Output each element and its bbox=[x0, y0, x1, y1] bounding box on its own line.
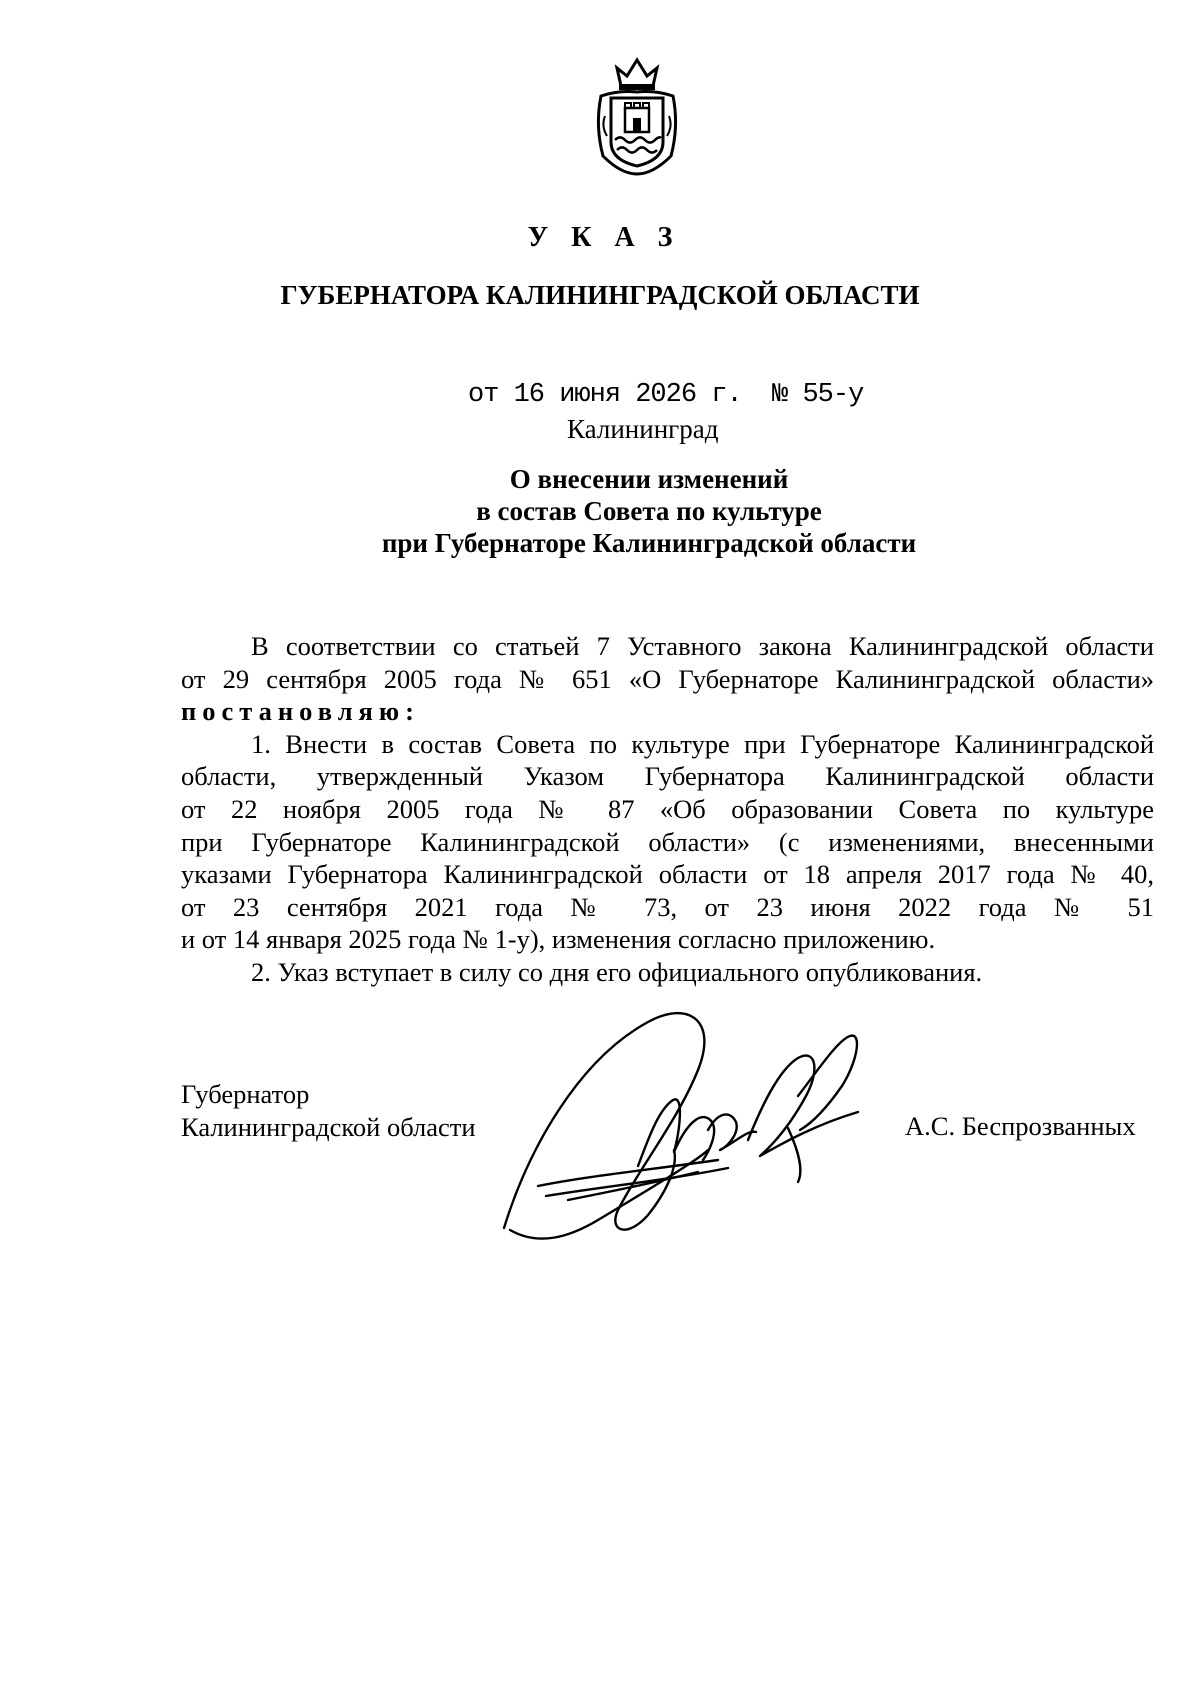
document-body bbox=[181, 630, 1154, 989]
item2-text: 2. Указ вступает в силу со дня его официального опубликования. bbox=[251, 956, 983, 987]
document-heading bbox=[0, 463, 1200, 559]
decree-word: постановляю: bbox=[181, 696, 420, 727]
position-line-2: Калининградской области bbox=[181, 1112, 476, 1142]
kaliningrad-coat-of-arms-icon bbox=[591, 56, 683, 178]
signatory-name: А.С. Беспрозванных bbox=[905, 1111, 1136, 1141]
heading-line-3: при Губернаторе Калининградской области bbox=[381, 528, 917, 558]
item1-line-5: указами Губернатора Калининградской области от 18 апреля 2017 года № 40, bbox=[181, 859, 1154, 890]
item1-line-1: 1. Внести в состав Совета по культуре при Губернаторе Калининградской bbox=[251, 728, 1154, 759]
heading-line-2: в состав Совета по культуре bbox=[476, 496, 822, 526]
city-name: Калининград bbox=[567, 414, 719, 444]
intro-line-1: В соответствии со статьей 7 Уставного закона Калининградской области bbox=[251, 631, 1154, 661]
position-line-1: Губернатор bbox=[181, 1079, 310, 1109]
document-subtitle: ГУБЕРНАТОРА КАЛИНИНГРАДСКОЙ ОБЛАСТИ bbox=[280, 280, 920, 310]
item1-line-4: при Губернаторе Калининградской области» (с изменениями, внесенными bbox=[181, 826, 1154, 857]
intro-line-2: от 29 сентября 2005 года № 651 «О Губернаторе Калининградской области» bbox=[181, 663, 1154, 694]
signatory-position bbox=[181, 1078, 476, 1144]
item1-line-2: области, утвержденный Указом Губернатора Калининградской области bbox=[181, 761, 1154, 792]
heading-line-1: О внесении изменений bbox=[509, 464, 789, 494]
item1-line-3: от 22 ноября 2005 года № 87 «Об образовании Совета по культуре bbox=[181, 793, 1154, 824]
document-title: У К А З bbox=[527, 222, 681, 253]
date-number-line: от 16 июня 2026 г. № 55-у bbox=[468, 380, 864, 410]
handwritten-signature-icon bbox=[498, 1000, 918, 1250]
item1-line-6: от 23 сентября 2021 года № 73, от 23 июня 2022 года № 51 bbox=[181, 891, 1154, 922]
item1-line-7: и от 14 января 2025 года № 1-у), изменения согласно приложению. bbox=[181, 924, 936, 955]
